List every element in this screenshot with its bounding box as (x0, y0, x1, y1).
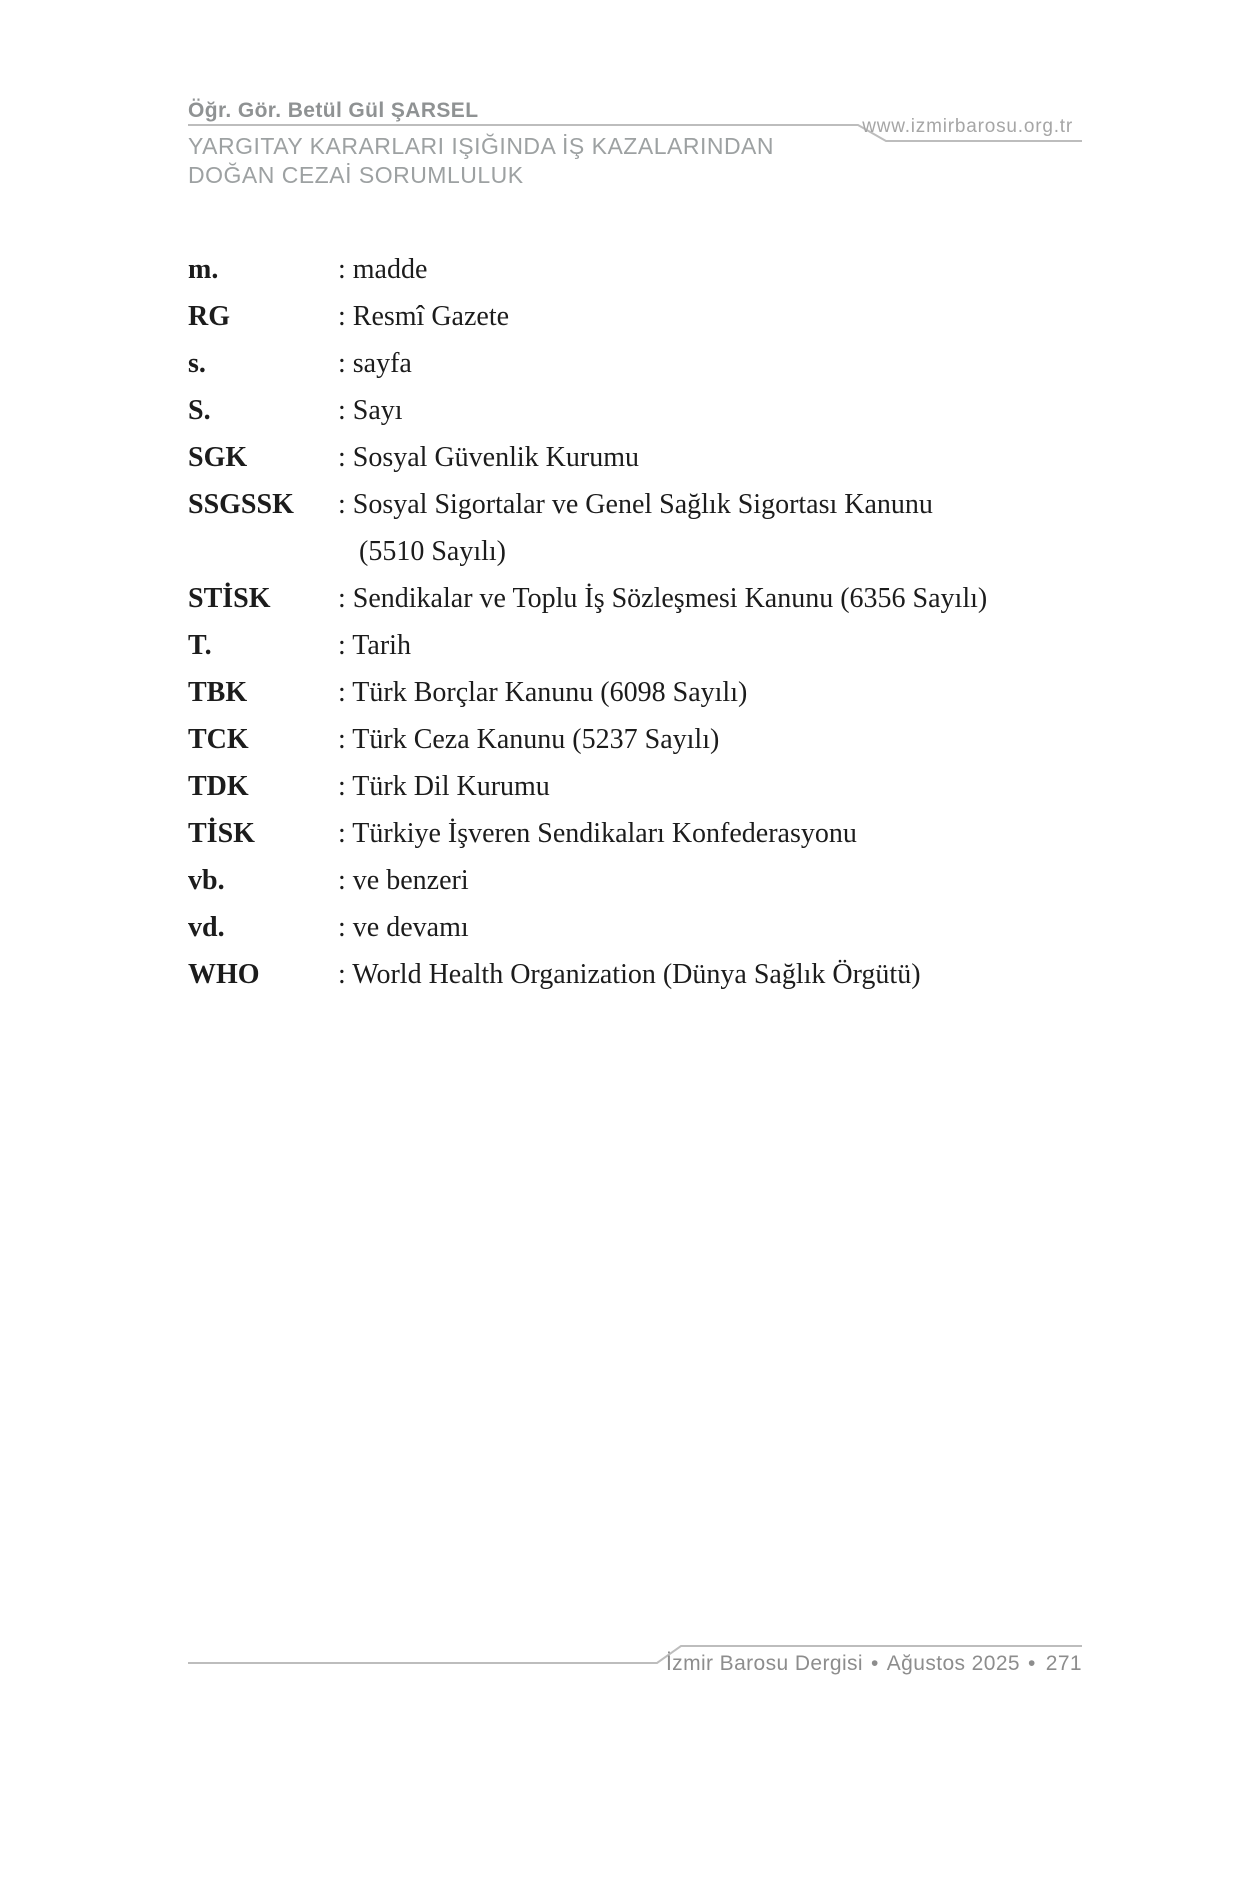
journal-website-url: www.izmirbarosu.org.tr (862, 116, 1073, 137)
abbreviation-term: TBK (188, 677, 248, 708)
abbreviation-definition (338, 716, 1113, 763)
abbreviation-definition (338, 904, 1113, 951)
abbreviation-term: vd. (188, 912, 225, 943)
abbreviation-definition-line-1: : Tarih (338, 630, 411, 661)
abbreviation-definition (338, 387, 1113, 434)
abbreviation-row (188, 951, 1113, 998)
abbreviation-term: SSGSSK (188, 489, 294, 520)
abbreviation-definition (338, 951, 1113, 998)
abbreviation-row (188, 387, 1113, 434)
abbreviation-row (188, 669, 1113, 716)
abbreviation-term: TİSK (188, 818, 255, 849)
abbreviation-term: TCK (188, 724, 249, 755)
footer-bullet-separator: • (870, 1652, 879, 1675)
abbreviation-definition-line-1: : Türk Dil Kurumu (338, 771, 550, 802)
footer-page-number: 271 (1045, 1652, 1082, 1675)
abbreviation-definition-line-1: : madde (338, 254, 428, 285)
abbreviation-definition-line-1: : Sendikalar ve Toplu İş Sözleşmesi Kanunu (6356 Sayılı) (338, 583, 988, 614)
footer-journal-line (666, 1652, 1082, 1676)
abbreviation-definition (338, 763, 1113, 810)
abbreviation-row (188, 434, 1113, 481)
abbreviation-definition (338, 622, 1113, 669)
abbreviation-definition-line-1: : Sayı (338, 395, 403, 426)
abbreviation-definition (338, 669, 1113, 716)
abbreviation-definition (338, 810, 1113, 857)
abbreviation-definition-line-1: : World Health Organization (Dünya Sağlık Örgütü) (338, 959, 921, 990)
abbreviation-term: T. (188, 630, 212, 661)
author-name: Öğr. Gör. Betül Gül ŞARSEL (188, 99, 479, 122)
article-title (188, 132, 774, 190)
abbreviation-definition (338, 857, 1113, 904)
abbreviation-term: TDK (188, 771, 249, 802)
abbreviation-definition (338, 246, 1113, 293)
abbreviation-row (188, 575, 1113, 622)
abbreviation-definition-line-1: : Türk Ceza Kanunu (5237 Sayılı) (338, 724, 720, 755)
abbreviation-definition (338, 434, 1113, 481)
footer-bullet-separator: • (1027, 1652, 1036, 1675)
abbreviation-definition-line-1: : Resmî Gazete (338, 301, 510, 332)
abbreviation-definition (338, 575, 1113, 622)
abbreviation-row (188, 904, 1113, 951)
footer-issue-date: Ağustos 2025 (886, 1652, 1020, 1675)
abbreviation-definition (338, 293, 1113, 340)
abbreviation-row (188, 622, 1113, 669)
article-title-line-1: YARGITAY KARARLARI IŞIĞINDA İŞ KAZALARINDAN (188, 133, 774, 159)
abbreviation-term: RG (188, 301, 230, 332)
abbreviation-definition-line-1: : Sosyal Güvenlik Kurumu (338, 442, 639, 473)
abbreviation-definition-line-1: : Türkiye İşveren Sendikaları Konfederasyonu (338, 818, 857, 849)
abbreviation-row (188, 481, 1113, 575)
abbreviation-term: vb. (188, 865, 225, 896)
abbreviation-definition (338, 340, 1113, 387)
abbreviation-row (188, 293, 1113, 340)
abbreviation-definition-line-1: : sayfa (338, 348, 412, 379)
abbreviation-definition-line-1: : Türk Borçlar Kanunu (6098 Sayılı) (338, 677, 748, 708)
abbreviation-term: STİSK (188, 583, 271, 614)
abbreviation-term: s. (188, 348, 206, 379)
abbreviation-row (188, 716, 1113, 763)
abbreviation-definition-line-2: (5510 Sayılı) (359, 536, 506, 567)
abbreviation-row (188, 340, 1113, 387)
abbreviation-definition-line-1: : ve devamı (338, 912, 469, 943)
abbreviation-row (188, 246, 1113, 293)
abbreviation-definition-line-1: : ve benzeri (338, 865, 469, 896)
abbreviation-term: S. (188, 395, 211, 426)
abbreviation-term: SGK (188, 442, 248, 473)
abbreviation-term: m. (188, 254, 219, 285)
abbreviation-row (188, 763, 1113, 810)
abbreviation-row (188, 810, 1113, 857)
abbreviation-definition (338, 481, 1113, 575)
footer-journal-name: İzmir Barosu Dergisi (665, 1652, 863, 1675)
abbreviation-list (188, 246, 1113, 998)
abbreviation-row (188, 857, 1113, 904)
abbreviation-definition-line-1: : Sosyal Sigortalar ve Genel Sağlık Sigortası Kanunu (338, 489, 933, 520)
article-title-line-2: DOĞAN CEZAİ SORUMLULUK (188, 162, 524, 188)
abbreviation-term: WHO (188, 959, 260, 990)
